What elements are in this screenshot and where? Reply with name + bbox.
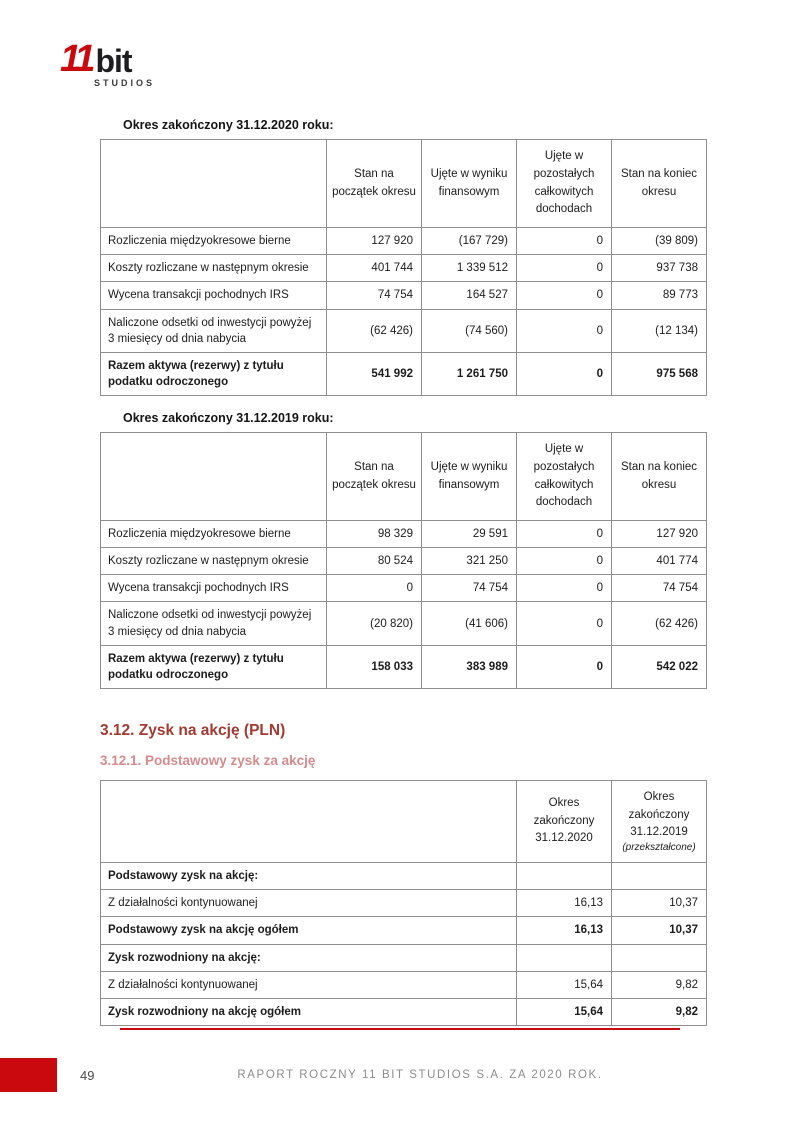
- value-cell: 164 527: [422, 282, 517, 309]
- value-cell: 74 754: [612, 575, 707, 602]
- row-label: Wycena transakcji pochodnych IRS: [101, 575, 327, 602]
- row-label: Razem aktywa (rezerwy) z tytułu podatku odroczonego: [101, 645, 327, 688]
- table-row: [101, 575, 707, 602]
- row-label: Rozliczenia międzyokresowe bierne: [101, 228, 327, 255]
- table-row: [101, 917, 707, 944]
- empty-corner-cell: [101, 140, 327, 228]
- row-label: Z działalności kontynuowanej: [101, 971, 517, 998]
- value-cell: 9,82: [612, 971, 707, 998]
- table-header-row: [101, 432, 707, 520]
- empty-corner-cell: [101, 432, 327, 520]
- deferred-tax-table-2019: [100, 432, 707, 689]
- column-header: Stan na początek okresu: [327, 432, 422, 520]
- company-logo: [60, 38, 156, 89]
- value-cell: (41 606): [422, 602, 517, 645]
- value-cell: 80 524: [327, 548, 422, 575]
- column-header: Ujęte w pozostałych całkowitych dochodach: [517, 432, 612, 520]
- logo-text-studios: STUDIOS: [94, 78, 156, 89]
- row-label: Podstawowy zysk na akcję ogółem: [101, 917, 517, 944]
- value-cell: 15,64: [517, 998, 612, 1025]
- value-cell: 401 774: [612, 548, 707, 575]
- row-label: Zysk rozwodniony na akcję ogółem: [101, 998, 517, 1025]
- table-row: [101, 255, 707, 282]
- value-cell: [612, 944, 707, 971]
- column-header: Stan na koniec okresu: [612, 140, 707, 228]
- column-header-label: Okres zakończony 31.12.2019: [628, 790, 690, 839]
- footer-accent-block: [0, 1058, 57, 1092]
- value-cell: 10,37: [612, 890, 707, 917]
- value-cell: [517, 944, 612, 971]
- value-cell: 975 568: [612, 352, 707, 395]
- value-cell: 0: [327, 575, 422, 602]
- row-label: Koszty rozliczane w następnym okresie: [101, 255, 327, 282]
- table-row: [101, 228, 707, 255]
- column-header: [517, 780, 612, 862]
- value-cell: 9,82: [612, 998, 707, 1025]
- value-cell: 98 329: [327, 521, 422, 548]
- value-cell: (12 134): [612, 309, 707, 352]
- value-cell: 127 920: [327, 228, 422, 255]
- table-row: [101, 944, 707, 971]
- value-cell: 0: [517, 575, 612, 602]
- table-row: [101, 890, 707, 917]
- column-header: Ujęte w pozostałych całkowitych dochodach: [517, 140, 612, 228]
- value-cell: (39 809): [612, 228, 707, 255]
- table-row: [101, 602, 707, 645]
- table-row: [101, 863, 707, 890]
- value-cell: 0: [517, 602, 612, 645]
- eps-subsection-heading: 3.12.1. Podstawowy zysk za akcję: [100, 752, 316, 768]
- value-cell: 0: [517, 255, 612, 282]
- value-cell: 0: [517, 352, 612, 395]
- value-cell: [612, 863, 707, 890]
- value-cell: 16,13: [517, 917, 612, 944]
- value-cell: 401 744: [327, 255, 422, 282]
- value-cell: 158 033: [327, 645, 422, 688]
- row-label: Naliczone odsetki od inwestycji powyżej 3 miesięcy od dnia nabycia: [101, 602, 327, 645]
- logo-text-bit: bit: [95, 43, 132, 80]
- period-2019-heading: Okres zakończony 31.12.2019 roku:: [123, 410, 334, 425]
- value-cell: 16,13: [517, 890, 612, 917]
- row-label: Naliczone odsetki od inwestycji powyżej 3 miesięcy od dnia nabycia: [101, 309, 327, 352]
- value-cell: (74 560): [422, 309, 517, 352]
- value-cell: 0: [517, 521, 612, 548]
- value-cell: 937 738: [612, 255, 707, 282]
- table-total-row: [101, 645, 707, 688]
- table-row: [101, 309, 707, 352]
- table-total-row: [101, 352, 707, 395]
- row-label: Wycena transakcji pochodnych IRS: [101, 282, 327, 309]
- table-row: [101, 282, 707, 309]
- value-cell: 0: [517, 309, 612, 352]
- period-2020-heading: Okres zakończony 31.12.2020 roku:: [123, 118, 334, 132]
- value-cell: (20 820): [327, 602, 422, 645]
- page-number: 49: [80, 1068, 95, 1083]
- column-header: Ujęte w wyniku finansowym: [422, 432, 517, 520]
- value-cell: (167 729): [422, 228, 517, 255]
- value-cell: 542 022: [612, 645, 707, 688]
- table-header-row: [101, 140, 707, 228]
- empty-corner-cell: [101, 780, 517, 862]
- column-header-note: (przekształcone): [622, 842, 696, 854]
- value-cell: 0: [517, 228, 612, 255]
- logo-mark-11: 11: [60, 38, 92, 80]
- eps-table: [100, 780, 707, 1026]
- row-label: Zysk rozwodniony na akcję:: [101, 944, 517, 971]
- page-content: [100, 118, 706, 1026]
- table-header-row: [101, 780, 707, 862]
- value-cell: 10,37: [612, 917, 707, 944]
- value-cell: 74 754: [327, 282, 422, 309]
- value-cell: 0: [517, 645, 612, 688]
- value-cell: 1 261 750: [422, 352, 517, 395]
- table-row: [101, 971, 707, 998]
- column-header: Stan na koniec okresu: [612, 432, 707, 520]
- row-label: Koszty rozliczane w następnym okresie: [101, 548, 327, 575]
- row-label: Rozliczenia międzyokresowe bierne: [101, 521, 327, 548]
- logo-row: [60, 38, 155, 80]
- value-cell: 29 591: [422, 521, 517, 548]
- row-label: Z działalności kontynuowanej: [101, 890, 517, 917]
- row-label: Podstawowy zysk na akcję:: [101, 863, 517, 890]
- column-header: Stan na początek okresu: [327, 140, 422, 228]
- row-label: Razem aktywa (rezerwy) z tytułu podatku odroczonego: [101, 352, 327, 395]
- value-cell: 15,64: [517, 971, 612, 998]
- column-header-label: Okres zakończony 31.12.2020: [533, 796, 595, 845]
- table-row: [101, 521, 707, 548]
- column-header: [612, 780, 707, 862]
- value-cell: [517, 863, 612, 890]
- value-cell: 541 992: [327, 352, 422, 395]
- eps-section-heading: 3.12. Zysk na akcję (PLN): [100, 721, 286, 739]
- column-header: Ujęte w wyniku finansowym: [422, 140, 517, 228]
- value-cell: 127 920: [612, 521, 707, 548]
- table-row: [101, 548, 707, 575]
- footer-title: RAPORT ROCZNY 11 BIT STUDIOS S.A. ZA 2020 ROK.: [237, 1069, 603, 1081]
- value-cell: (62 426): [327, 309, 422, 352]
- table-row: [101, 998, 707, 1025]
- footer-rule: [120, 1028, 680, 1030]
- deferred-tax-table-2020: [100, 139, 707, 396]
- value-cell: 0: [517, 282, 612, 309]
- value-cell: 1 339 512: [422, 255, 517, 282]
- value-cell: 74 754: [422, 575, 517, 602]
- value-cell: (62 426): [612, 602, 707, 645]
- value-cell: 321 250: [422, 548, 517, 575]
- value-cell: 89 773: [612, 282, 707, 309]
- value-cell: 0: [517, 548, 612, 575]
- value-cell: 383 989: [422, 645, 517, 688]
